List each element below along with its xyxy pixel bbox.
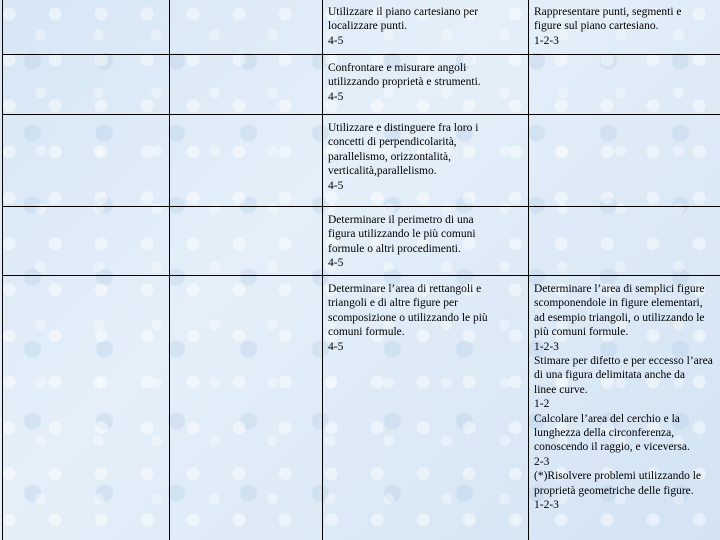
objective-cell: Utilizzare e distinguere fra loro i concetti di perpendicolarità, parallelismo, orizzontalità, verticalità,parallelismo. 4-5 bbox=[323, 115, 529, 207]
empty-cell bbox=[170, 55, 323, 115]
table-row bbox=[3, 207, 720, 276]
objective-cell bbox=[529, 55, 720, 115]
curriculum-table bbox=[2, 0, 720, 540]
empty-cell bbox=[170, 207, 323, 276]
table-row bbox=[3, 55, 720, 115]
objective-cell: Confrontare e misurare angoli utilizzando proprietà e strumenti. 4-5 bbox=[323, 55, 529, 115]
empty-cell bbox=[170, 276, 323, 540]
empty-cell bbox=[170, 115, 323, 207]
empty-cell bbox=[3, 207, 170, 276]
empty-cell bbox=[170, 0, 323, 55]
objective-cell bbox=[529, 115, 720, 207]
objective-cell: Determinare l’area di semplici figure scomponendole in figure elementari, ad esempio triangoli, o utilizzando le più comuni formule. 1-2-3 Stimare per difetto e per eccesso l’area di una figura delimitata anche da linee curve. 1-2 Calcolare l’area del cerchio e la lunghezza della circonferenza, conoscendo il raggio, e viceversa. 2-3 (*)Risolvere problemi utilizzando le proprietà geometriche delle figure. 1-2-3 bbox=[529, 276, 720, 540]
empty-cell bbox=[3, 55, 170, 115]
objective-cell bbox=[529, 207, 720, 276]
table-row bbox=[3, 115, 720, 207]
table-row bbox=[3, 276, 720, 540]
objective-cell: Utilizzare il piano cartesiano per localizzare punti. 4-5 bbox=[323, 0, 529, 55]
table-row bbox=[3, 0, 720, 55]
objective-cell: Rappresentare punti, segmenti e figure sul piano cartesiano. 1-2-3 bbox=[529, 0, 720, 55]
empty-cell bbox=[3, 115, 170, 207]
empty-cell bbox=[3, 276, 170, 540]
empty-cell bbox=[3, 0, 170, 55]
objective-cell: Determinare l’area di rettangoli e triangoli e di altre figure per scomposizione o utilizzando le più comuni formule. 4-5 bbox=[323, 276, 529, 540]
objective-cell: Determinare il perimetro di una figura utilizzando le più comuni formule o altri procedimenti. 4-5 bbox=[323, 207, 529, 276]
